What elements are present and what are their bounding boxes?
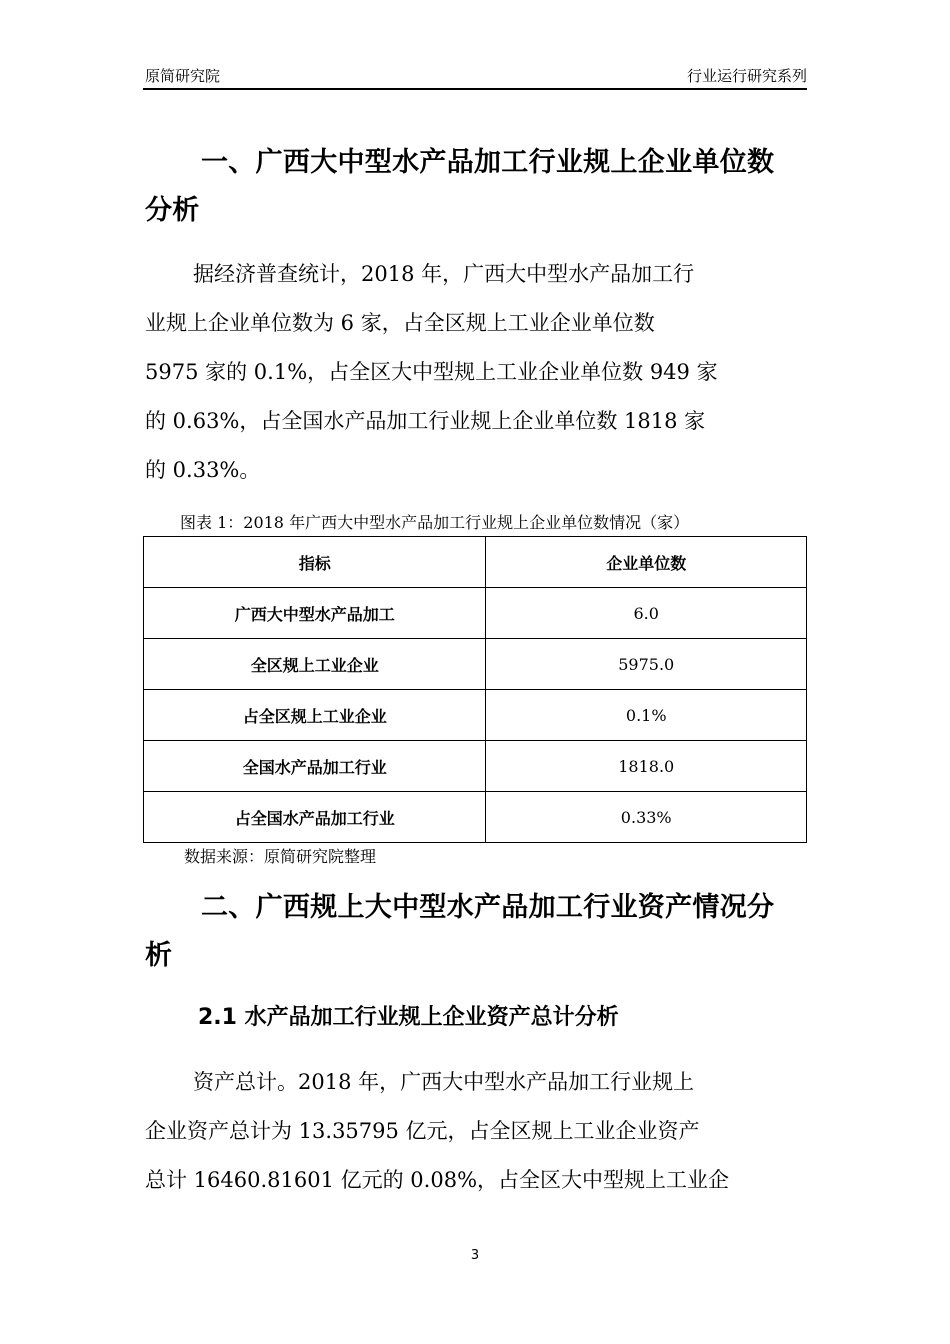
- section2-paragraph: [145, 1058, 809, 1205]
- table-row: [144, 588, 807, 639]
- row-value: 1818.0: [486, 741, 807, 792]
- section1-heading-line1: 一、广西大中型水产品加工行业规上企业单位数: [201, 147, 775, 178]
- section1-heading: [145, 139, 809, 235]
- paragraph-line: 据经济普查统计，2018 年，广西大中型水产品加工行: [193, 262, 695, 286]
- row-label: 全区规上工业企业: [144, 639, 486, 690]
- paragraph-line: 资产总计。2018 年，广西大中型水产品加工行业规上: [193, 1070, 695, 1094]
- row-value: 5975.0: [486, 639, 807, 690]
- paragraph-line: 企业资产总计为 13.35795 亿元，占全区规上工业企业资产: [145, 1119, 700, 1143]
- table-row: [144, 639, 807, 690]
- table-row: [144, 792, 807, 843]
- subsection-heading: 2.1 水产品加工行业规上企业资产总计分析: [198, 1005, 619, 1030]
- header-left-text: 原简研究院: [145, 67, 221, 85]
- row-value: 0.33%: [486, 792, 807, 843]
- row-label: 占全区规上工业企业: [144, 690, 486, 741]
- row-label: 占全国水产品加工行业: [144, 792, 486, 843]
- table-source-note: 数据来源：原简研究院整理: [184, 847, 377, 866]
- section2-heading-line1: 二、广西规上大中型水产品加工行业资产情况分: [201, 892, 775, 923]
- section1-heading-line2: 分析: [145, 195, 200, 226]
- header-rule: [143, 88, 807, 90]
- section1-paragraph: [145, 250, 809, 495]
- enterprise-count-table: [143, 536, 807, 843]
- section2-heading-line2: 析: [145, 940, 173, 971]
- column-header-count: 企业单位数: [486, 537, 807, 588]
- paragraph-line: 的 0.63%，占全国水产品加工行业规上企业单位数 1818 家: [145, 409, 706, 433]
- table-row: [144, 741, 807, 792]
- column-header-indicator: 指标: [144, 537, 486, 588]
- row-label: 全国水产品加工行业: [144, 741, 486, 792]
- table-row: [144, 690, 807, 741]
- paragraph-line: 业规上企业单位数为 6 家，占全区规上工业企业单位数: [145, 311, 655, 335]
- table-caption: 图表 1：2018 年广西大中型水产品加工行业规上企业单位数情况（家）: [180, 513, 690, 532]
- row-value: 6.0: [486, 588, 807, 639]
- paragraph-line: 5975 家的 0.1%，占全区大中型规上工业企业单位数 949 家: [145, 360, 718, 384]
- header-right-text: 行业运行研究系列: [686, 67, 807, 85]
- row-label: 广西大中型水产品加工: [144, 588, 486, 639]
- paragraph-line: 总计 16460.81601 亿元的 0.08%，占全区大中型规上工业企: [145, 1168, 730, 1192]
- section2-heading: [145, 884, 809, 980]
- page-number: 3: [470, 1248, 480, 1263]
- paragraph-line: 的 0.33%。: [145, 458, 261, 482]
- table-header-row: [144, 537, 807, 588]
- row-value: 0.1%: [486, 690, 807, 741]
